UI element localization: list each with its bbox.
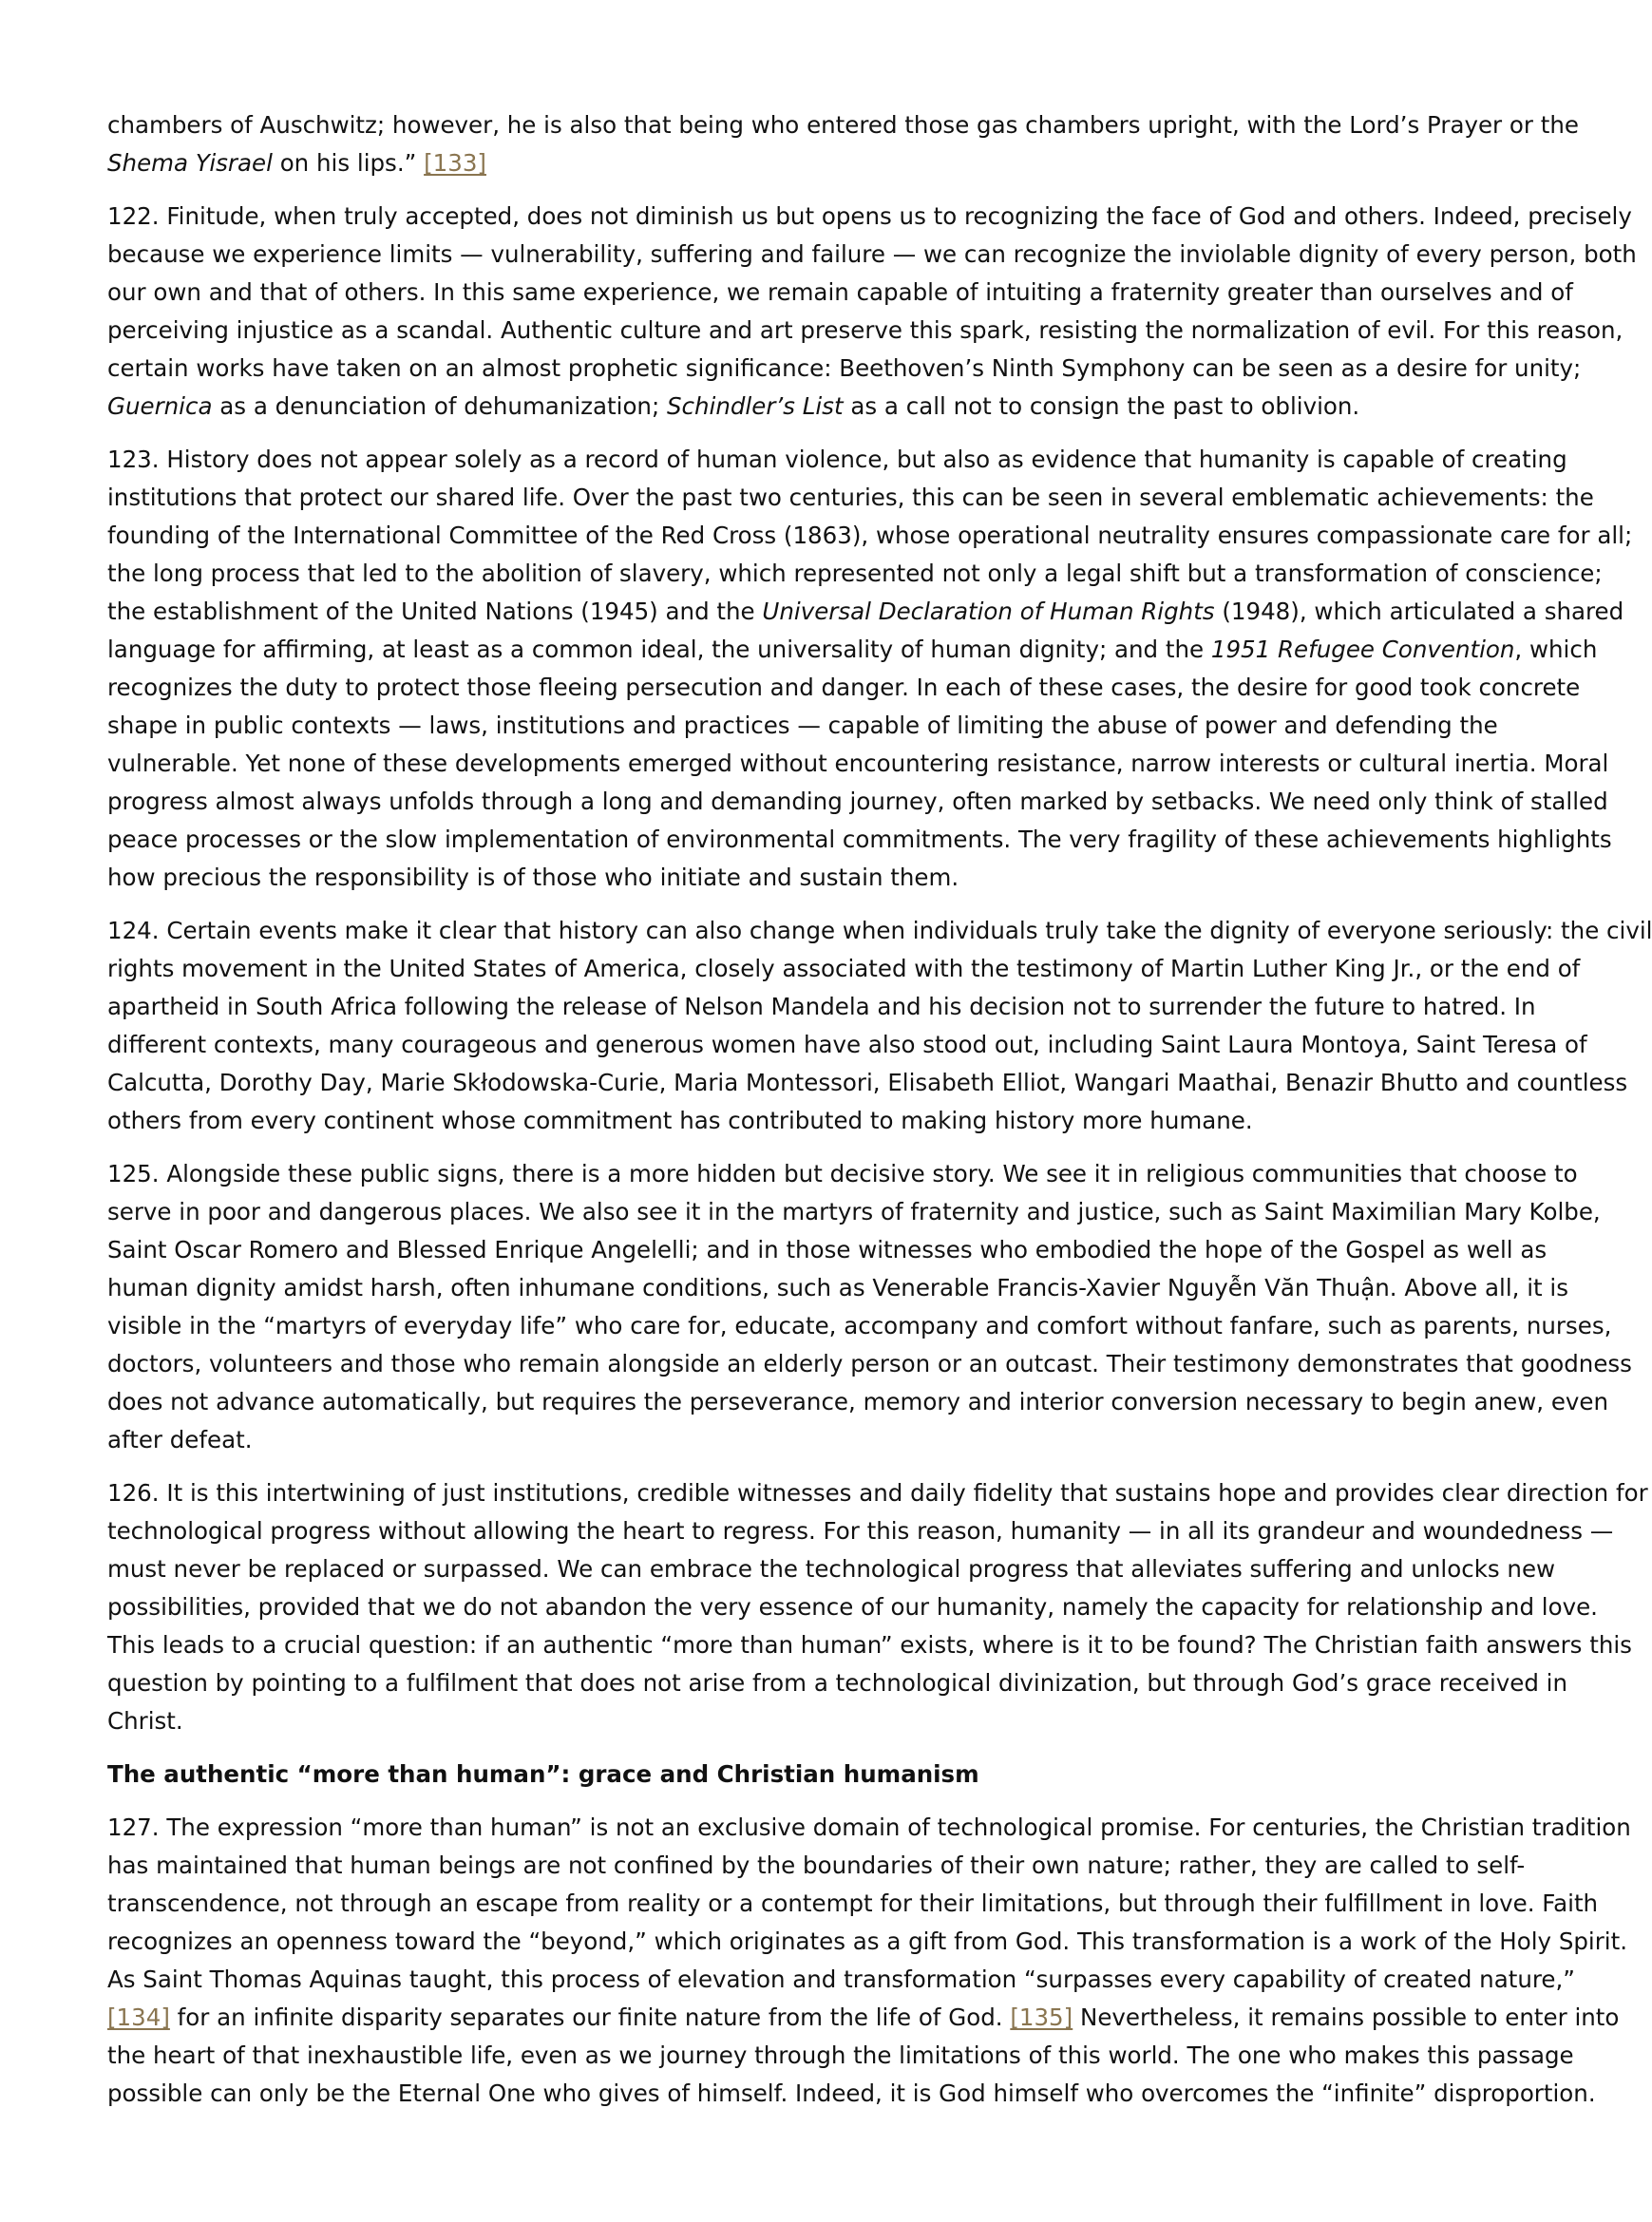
text-line bbox=[107, 388, 1513, 426]
text-segment: has maintained that human beings are not confined by the boundaries of their own nature; rather, they are called to self- bbox=[107, 1852, 1526, 1879]
text-segment: recognizes an openness toward the “beyond,” which originates as a gift from God. This transformation is a work of the Holy Spirit. bbox=[107, 1928, 1628, 1955]
text-line bbox=[107, 1102, 1513, 1140]
text-segment: others from every continent whose commitment has contributed to making history more humane. bbox=[107, 1107, 1253, 1134]
section-heading: The authentic “more than human”: grace and Christian humanism bbox=[107, 1760, 979, 1788]
text-segment: language for affirming, at least as a common ideal, the universality of human dignity; and the bbox=[107, 636, 1211, 663]
text-line bbox=[107, 1269, 1568, 1307]
text-segment: doctors, volunteers and those who remain alongside an elderly person or an outcast. Their testimony demonstrates that goodness bbox=[107, 1350, 1632, 1377]
text-segment: 126. It is this intertwining of just institutions, credible witnesses and daily fidelity that sustains hope and provides clear direction for bbox=[107, 1479, 1648, 1507]
text-line bbox=[107, 950, 1581, 988]
footnote-link[interactable]: [134] bbox=[107, 2004, 170, 2031]
text-segment: as a call not to consign the past to oblivion. bbox=[843, 392, 1360, 420]
text-line bbox=[107, 441, 1567, 479]
text-segment: 127. The expression “more than human” is not an exclusive domain of technological promise. For centuries, the Christian tradition bbox=[107, 1814, 1631, 1841]
italic-text: 1951 Refugee Convention bbox=[1210, 636, 1515, 663]
text-segment: Calcutta, Dorothy Day, Marie Skłodowska-Curie, Maria Montessori, Elisabeth Elliot, Wangari Maathai, Benazir Bhutto and countless bbox=[107, 1069, 1628, 1096]
text-line bbox=[107, 106, 1579, 144]
text-segment: Saint Oscar Romero and Blessed Enrique Angelelli; and in those witnesses who embodied the hope of the Gospel as well as bbox=[107, 1236, 1548, 1263]
text-line bbox=[107, 745, 1609, 783]
paragraphs-after-heading bbox=[107, 1809, 1631, 2113]
text-line bbox=[107, 350, 1582, 388]
text-line bbox=[107, 274, 1573, 312]
text-segment: perceiving injustice as a scandal. Authentic culture and art preserve this spark, resisting the normalization of evil. For this reason, bbox=[107, 316, 1624, 344]
text-segment: because we experience limits — vulnerability, suffering and failure — we can recognize the inviolable dignity of every person, both bbox=[107, 240, 1637, 268]
text-segment: our own and that of others. In this same experience, we remain capable of intuiting a fraternity greater than ourselves and of bbox=[107, 278, 1573, 306]
text-line bbox=[107, 988, 1536, 1026]
text-line bbox=[107, 144, 1513, 182]
text-segment: does not advance automatically, but requires the perseverance, memory and interior conversion necessary to begin anew, even bbox=[107, 1388, 1608, 1415]
text-segment: for an infinite disparity separates our finite nature from the life of God. bbox=[169, 2004, 1011, 2031]
text-segment: chambers of Auschwitz; however, he is also that being who entered those gas chambers upright, with the Lord’s Prayer or the bbox=[107, 111, 1579, 139]
paragraph-p122 bbox=[107, 198, 1637, 426]
text-line bbox=[107, 631, 1598, 669]
text-line bbox=[107, 1550, 1556, 1588]
text-line bbox=[107, 1193, 1601, 1231]
text-segment: founding of the International Committee of the Red Cross (1863), whose operational neutrality ensures compassionate care for all; bbox=[107, 522, 1633, 549]
text-segment: must never be replaced or surpassed. We can embrace the technological progress that alleviates suffering and unlocks new bbox=[107, 1555, 1556, 1583]
text-segment: 125. Alongside these public signs, there is a more hidden but decisive story. We see it in religious communities that choose to bbox=[107, 1160, 1578, 1187]
text-segment: institutions that protect our shared life. Over the past two centuries, this can be seen in several emblematic achievements: the bbox=[107, 484, 1594, 511]
text-line bbox=[107, 1307, 1612, 1345]
italic-text: Schindler’s List bbox=[667, 392, 844, 420]
text-line bbox=[107, 1626, 1632, 1664]
text-line bbox=[107, 1664, 1567, 1702]
text-line bbox=[107, 1421, 1513, 1459]
text-line bbox=[107, 1588, 1598, 1626]
text-line bbox=[107, 783, 1608, 821]
text-segment: progress almost always unfolds through a long and demanding journey, often marked by setbacks. We need only think of stalled bbox=[107, 788, 1608, 815]
text-segment: possible can only be the Eternal One who gives of himself. Indeed, it is God himself who overcomes the “infinite” disproportion. bbox=[107, 2080, 1596, 2107]
text-line bbox=[107, 707, 1513, 745]
text-line bbox=[107, 1961, 1575, 1999]
text-line bbox=[107, 669, 1581, 707]
text-segment: recognizes the duty to protect those fleeing persecution and danger. In each of these cases, the desire for good took concrete bbox=[107, 674, 1581, 701]
text-segment: rights movement in the United States of America, closely associated with the testimony of Martin Luther King Jr., or the end of bbox=[107, 955, 1581, 982]
text-line bbox=[107, 859, 1513, 897]
text-line bbox=[107, 1474, 1648, 1512]
document-body bbox=[107, 106, 1652, 2128]
text-segment: This leads to a crucial question: if an authentic “more than human” exists, where is it to be found? The Christian faith answers this bbox=[107, 1631, 1632, 1659]
paragraph-p123 bbox=[107, 441, 1633, 897]
text-segment: how precious the responsibility is of those who initiate and sustain them. bbox=[107, 864, 959, 891]
text-segment: question by pointing to a fulfilment that does not arise from a technological divinization, but through God’s grace received in bbox=[107, 1669, 1567, 1697]
text-line bbox=[107, 555, 1603, 593]
text-line bbox=[107, 1064, 1628, 1102]
text-segment: 123. History does not appear solely as a record of human violence, but also as evidence that humanity is capable of creating bbox=[107, 446, 1567, 473]
text-line bbox=[107, 2037, 1574, 2075]
text-segment: 122. Finitude, when truly accepted, does not diminish us but opens us to recognizing the face of God and others. Indeed, precisely bbox=[107, 202, 1632, 230]
text-segment: the long process that led to the abolition of slavery, which represented not only a legal shift but a transformation of conscience; bbox=[107, 560, 1603, 587]
paragraph-p124 bbox=[107, 912, 1652, 1140]
text-segment: Christ. bbox=[107, 1707, 183, 1735]
footnote-link[interactable]: [135] bbox=[1010, 2004, 1073, 2031]
text-segment: Nevertheless, it remains possible to enter into bbox=[1073, 2004, 1620, 2031]
text-line bbox=[107, 1847, 1526, 1885]
text-line bbox=[107, 1231, 1548, 1269]
paragraph-p125 bbox=[107, 1155, 1632, 1459]
text-segment: apartheid in South Africa following the release of Nelson Mandela and his decision not to surrender the future to hatred. In bbox=[107, 993, 1536, 1020]
text-segment: different contexts, many courageous and generous women have also stood out, including Saint Laura Montoya, Saint Teresa of bbox=[107, 1031, 1587, 1058]
italic-text: Shema Yisrael bbox=[107, 149, 273, 177]
text-segment: transcendence, not through an escape from reality or a contempt for their limitations, but through their fulfillment in love. Faith bbox=[107, 1890, 1599, 1917]
footnote-link[interactable]: [133] bbox=[424, 149, 486, 177]
text-line bbox=[107, 1155, 1578, 1193]
text-segment: the establishment of the United Nations (1945) and the bbox=[107, 598, 763, 625]
text-line bbox=[107, 912, 1652, 950]
paragraph-p127 bbox=[107, 1809, 1631, 2113]
text-line bbox=[107, 517, 1633, 555]
text-line bbox=[107, 236, 1637, 274]
text-line bbox=[107, 1512, 1614, 1550]
text-segment: on his lips.” bbox=[272, 149, 425, 177]
paragraph-p121-end bbox=[107, 106, 1579, 182]
text-segment: serve in poor and dangerous places. We also see it in the martyrs of fraternity and justice, such as Saint Maximilian Mary Kolbe, bbox=[107, 1198, 1601, 1225]
text-segment: certain works have taken on an almost prophetic significance: Beethoven’s Ninth Symphony can be seen as a desire for unity; bbox=[107, 354, 1582, 382]
text-segment: technological progress without allowing the heart to regress. For this reason, humanity — in all its grandeur and woundedness — bbox=[107, 1517, 1614, 1545]
text-segment: after defeat. bbox=[107, 1426, 253, 1453]
text-line bbox=[107, 1885, 1599, 1923]
text-line bbox=[107, 1026, 1587, 1064]
text-segment: possibilities, provided that we do not abandon the very essence of our humanity, namely the capacity for relationship and love. bbox=[107, 1593, 1598, 1621]
text-line bbox=[107, 2075, 1596, 2113]
text-segment: (1948), which articulated a shared bbox=[1214, 598, 1624, 625]
text-line bbox=[107, 821, 1612, 859]
text-segment: as a denunciation of dehumanization; bbox=[212, 392, 667, 420]
text-line bbox=[107, 1999, 1620, 2037]
text-segment: shape in public contexts — laws, institutions and practices — capable of limiting the abuse of power and defending the bbox=[107, 712, 1498, 739]
italic-text: Guernica bbox=[107, 392, 213, 420]
paragraph-p126 bbox=[107, 1474, 1648, 1740]
text-segment: vulnerable. Yet none of these developments emerged without encountering resistance, narrow interests or cultural inertia. Moral bbox=[107, 750, 1609, 777]
text-line bbox=[107, 1702, 1513, 1740]
text-segment: visible in the “martyrs of everyday life” who care for, educate, accompany and comfort without fanfare, such as parents, nurses, bbox=[107, 1312, 1612, 1339]
text-segment: the heart of that inexhaustible life, even as we journey through the limitations of this world. The one who makes this passage bbox=[107, 2042, 1574, 2069]
text-line bbox=[107, 198, 1632, 236]
text-line bbox=[107, 1345, 1632, 1383]
text-segment: peace processes or the slow implementation of environmental commitments. The very fragility of these achievements highlights bbox=[107, 826, 1612, 853]
text-line bbox=[107, 312, 1624, 350]
text-segment: As Saint Thomas Aquinas taught, this process of elevation and transformation “surpasses every capability of created nature,” bbox=[107, 1966, 1575, 1993]
text-segment: 124. Certain events make it clear that history can also change when individuals truly take the dignity of everyone seriously: the civil bbox=[107, 917, 1652, 944]
text-line bbox=[107, 1923, 1628, 1961]
text-line bbox=[107, 593, 1624, 631]
italic-text: Universal Declaration of Human Rights bbox=[762, 598, 1215, 625]
text-line bbox=[107, 1383, 1608, 1421]
text-segment: , which bbox=[1514, 636, 1598, 663]
paragraphs-before-heading bbox=[107, 106, 1652, 1740]
text-line bbox=[107, 479, 1594, 517]
text-segment: human dignity amidst harsh, often inhumane conditions, such as Venerable Francis-Xavier Nguyễn Văn Thuận. Above all, it is bbox=[107, 1274, 1568, 1301]
text-line bbox=[107, 1809, 1631, 1847]
